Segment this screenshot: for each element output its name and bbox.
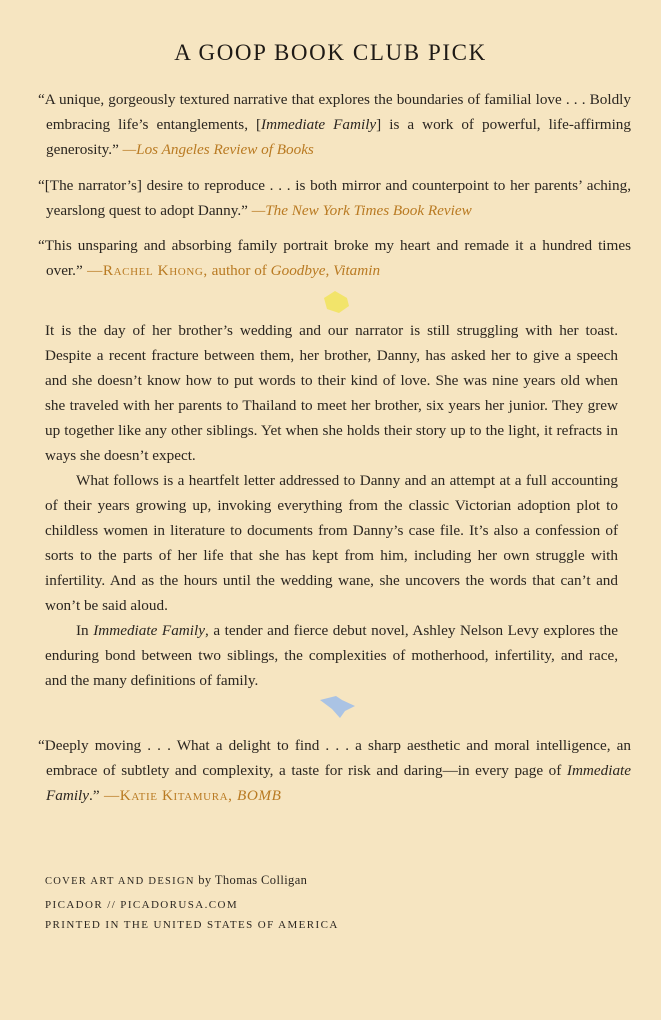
description-book-title: Immediate Family [93, 622, 205, 639]
printed-line: PRINTED IN THE UNITED STATES OF AMERICA [45, 919, 339, 931]
headline: A GOOP BOOK CLUB PICK [174, 40, 487, 65]
quote-attribution-work: Goodbye, Vitamin [270, 262, 381, 279]
quote-attribution-name: —Rachel Khong, [82, 262, 208, 279]
quote-attribution-role: author of [207, 262, 271, 279]
cover-credit [45, 873, 307, 888]
review-quote-nyt [38, 173, 631, 223]
quote-book-title: Immediate Family [46, 762, 631, 804]
cover-credit-name: by Thomas Colligan [194, 873, 308, 887]
yellow-ornament-icon [321, 289, 351, 315]
description-text: , a tender and fierce debut novel, Ashley Nelson Levy explores the enduring bond between two siblings, the complexities of motherhood, infertility, and race, and the many definitions of family. [45, 622, 618, 689]
description-paragraph [45, 618, 618, 693]
publisher-line: PICADOR // PICADORUSA.COM [45, 899, 239, 911]
quote-text: “A unique, gorgeously textured narrative that explores the boundaries of familial love . . . Boldly embracing life’s entanglements, [ [38, 91, 631, 133]
quote-attribution: —The New York Times Book Review [247, 202, 472, 219]
quote-text: “This unsparing and absorbing family portrait broke my heart and remade it a hundred times over.” [38, 237, 631, 279]
description-paragraph: What follows is a heartfelt letter addressed to Danny and an attempt at a full accounting of their years growing up, invoking everything from the classic Victorian adoption plot to childless women in literature to documents from Danny’s case file. It’s also a confession of sorts to the parts of her life that she has kept from him, including her own struggle with infertility. And as the hours until the wedding wane, she uncovers the words that can’t and won’t be said aloud. [45, 472, 618, 614]
book-description [45, 318, 618, 693]
quote-book-title: Immediate Family [261, 116, 377, 133]
review-quote-katie-kitamura [38, 733, 631, 808]
blue-ornament-icon [318, 694, 358, 720]
description-paragraph: It is the day of her brother’s wedding and our narrator is still struggling with her toast. Despite a recent fracture between them, her brother, Danny, has asked her to give a speech and she doesn’t know how to put words to their kind of love. She was nine years old when she traveled with her parents to Thailand to meet her brother, six years her junior. They grew up together like any other siblings. Yet when she holds their story up to the light, it refracts in ways she doesn’t expect. [45, 322, 618, 464]
quote-attribution-name: —Katie Kitamura, [99, 787, 233, 804]
review-quote-rachel-khong [38, 233, 631, 283]
quote-attribution: —Los Angeles Review of Books [118, 141, 314, 158]
quote-attribution-work: BOMB [232, 787, 282, 804]
quote-text: .” [89, 787, 100, 804]
description-text: In [76, 622, 94, 639]
review-quote-la-review [38, 87, 631, 162]
quote-text: “Deeply moving . . . What a delight to find . . . a sharp aesthetic and moral intelligence, an embrace of subtlety and complexity, a taste for risk and daring—in every page of [38, 737, 631, 779]
cover-credit-label: COVER ART AND DESIGN [45, 876, 195, 887]
quote-text: “[The narrator’s] desire to reproduce . . . is both mirror and counterpoint to her parents’ aching, yearslong quest to adopt Danny.” [38, 177, 631, 219]
quote-text: ] is a work of powerful, life-affirming generosity.” [46, 116, 631, 158]
